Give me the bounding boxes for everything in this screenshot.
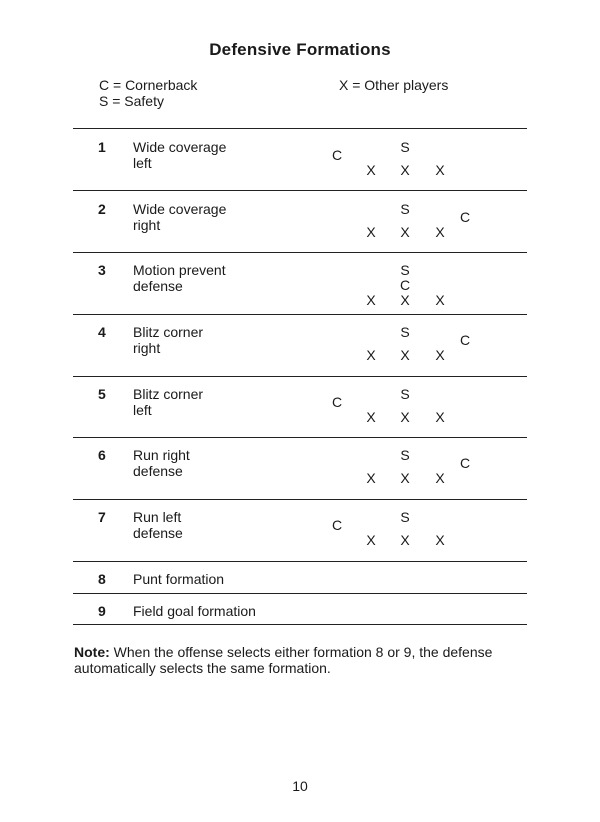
row-divider (73, 437, 527, 438)
player-marker-other-player: X (435, 347, 445, 363)
formation-name-line2: defense (133, 463, 183, 479)
player-marker-other-player: X (435, 532, 445, 548)
player-marker-other-player: X (435, 292, 445, 308)
player-marker-other-player: X (400, 292, 410, 308)
formation-number: 2 (98, 201, 106, 217)
formation-name: Run right (133, 447, 190, 463)
formation-number: 1 (98, 139, 106, 155)
row-divider (73, 190, 527, 191)
formation-name: Field goal formation (133, 603, 256, 619)
formation-name-line2: left (133, 402, 152, 418)
player-marker-safety: S (400, 386, 410, 402)
player-marker-safety: S (400, 324, 410, 340)
formation-name: Blitz corner (133, 386, 204, 402)
note (74, 644, 544, 676)
formation-name-line2: defense (133, 278, 183, 294)
formation-name: Blitz corner (133, 324, 204, 340)
player-marker-other-player: X (400, 532, 410, 548)
player-marker-other-player: X (400, 347, 410, 363)
player-marker-other-player: X (435, 409, 445, 425)
formation-name: Punt formation (133, 571, 225, 587)
row-divider (73, 561, 527, 562)
page-number: 10 (292, 778, 308, 794)
formation-number: 3 (98, 262, 106, 278)
player-marker-safety: S (400, 139, 410, 155)
formation-name: Run left (133, 509, 182, 525)
player-marker-cornerback: C (459, 455, 471, 471)
formation-name-line2: defense (133, 525, 183, 541)
formation-name: Wide coverage (133, 201, 227, 217)
player-marker-other-player: X (400, 409, 410, 425)
player-marker-safety: S (400, 509, 410, 525)
legend-cornerback: C = Cornerback (99, 77, 198, 93)
player-marker-other-player: X (366, 470, 376, 486)
formation-number: 9 (98, 603, 106, 619)
formation-name: Wide coverage (133, 139, 227, 155)
player-marker-cornerback: C (331, 517, 343, 533)
player-marker-safety: S (400, 262, 410, 278)
formation-name-line2: right (133, 340, 161, 356)
player-marker-other-player: X (400, 162, 410, 178)
page-title: Defensive Formations (209, 40, 391, 59)
legend-other-players: X = Other players (339, 77, 449, 93)
formation-name-line2: right (133, 217, 161, 233)
formation-name-line2: left (133, 155, 152, 171)
formation-number: 7 (98, 509, 106, 525)
player-marker-other-player: X (366, 409, 376, 425)
player-marker-other-player: X (366, 292, 376, 308)
player-marker-other-player: X (435, 224, 445, 240)
player-marker-other-player: X (400, 224, 410, 240)
player-marker-other-player: X (400, 470, 410, 486)
player-marker-cornerback: C (399, 277, 411, 293)
formation-number: 6 (98, 447, 106, 463)
row-divider (73, 593, 527, 594)
player-marker-other-player: X (366, 532, 376, 548)
formation-number: 5 (98, 386, 106, 402)
note-text: When the offense selects either formation 8 or 9, the defense automatically selects the same formation. (74, 644, 493, 676)
row-divider (73, 624, 527, 625)
player-marker-safety: S (400, 201, 410, 217)
note-label: Note: (74, 644, 110, 660)
formation-number: 4 (98, 324, 106, 340)
row-divider (73, 314, 527, 315)
row-divider (73, 128, 527, 129)
formation-name: Motion prevent (133, 262, 226, 278)
row-divider (73, 499, 527, 500)
row-divider (73, 252, 527, 253)
player-marker-other-player: X (366, 347, 376, 363)
player-marker-cornerback: C (331, 394, 343, 410)
player-marker-cornerback: C (331, 147, 343, 163)
player-marker-other-player: X (435, 162, 445, 178)
player-marker-cornerback: C (459, 209, 471, 225)
formation-number: 8 (98, 571, 106, 587)
row-divider (73, 376, 527, 377)
legend-safety: S = Safety (99, 93, 164, 109)
player-marker-other-player: X (435, 470, 445, 486)
player-marker-safety: S (400, 447, 410, 463)
player-marker-other-player: X (366, 224, 376, 240)
player-marker-cornerback: C (459, 332, 471, 348)
player-marker-other-player: X (366, 162, 376, 178)
